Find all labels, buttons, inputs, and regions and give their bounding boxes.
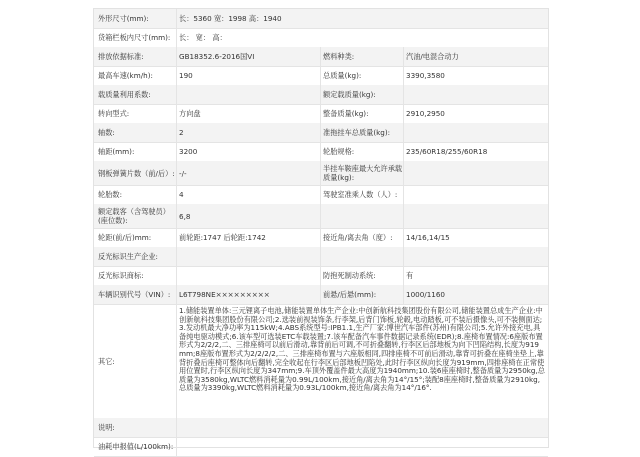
spec-label: 轮胎数: — [98, 190, 122, 199]
spec-notes-text: 1.储能装置单体:三元锂离子电池,储能装置单体生产企业:中创新航科技集团股份有限公司,储能装置总成生产企业:中创新航科技集团股份有限公司;2.选装前视装饰条,行李架,后背门饰板,轮毂,电动踏板,可不装后摄像头,可不装侧面达;3.发动机最大净功率为115kW;4.ABS系统型号:IPB1.1,生产厂家:博世汽车部件(苏州)有限公司;5.允许外接充电,具备纯电驱动模式;6.该车型可选装ETC车载装置;7.该车配备汽车事件数据记录系统(EDR);8.座椅布置情况:6座版布置形式为2/2/2,二、三排座椅可以前后滑动,靠背前后可调,不可折叠翻转,行李区后部地板为向下凹陷结构,长度为919mm;8座版布置形式为2/2/2/2,二、三排座椅布置与六座版相同,四排座椅不可前后滑动,靠背可折叠在座椅坐垫上,靠背折叠后座椅可整体向后翻转,完全收起在行李区后部地板凹陷处,此时行李区纵向长度为919mm,四排座椅在正常使用位置时,行李区纵向长度为347mm;9.车顶外覆盖件最大高度为1940mm;10.装6座座椅时,整备质量为2950kg,总质量为3580kg,WLTC燃料消耗量为0.99L/100km,接近角/离去角为14°/15°;装配8座座椅时,整备质量为2910kg,总质量为3390kg,WLTC燃料消耗量为0.93L/100km,接近角/离去角为14°/16°. — [179, 306, 545, 393]
spec-label: 反光标识商标: — [98, 271, 144, 280]
spec-value: 14/16,14/15 — [406, 233, 450, 242]
spec-label: 总质量(kg): — [323, 71, 362, 80]
spec-label: 额定载客（含驾驶员）(座位数): — [98, 207, 170, 225]
spec-value: 2910,2950 — [406, 109, 445, 118]
spec-value: 190 — [179, 71, 193, 80]
spec-value: 方向盘 — [179, 109, 201, 118]
spec-row — [94, 104, 548, 124]
spec-value — [406, 204, 546, 228]
spec-row — [94, 418, 548, 438]
spec-value — [406, 85, 546, 104]
spec-value: 4 — [179, 190, 184, 199]
spec-label: 额定载质量(kg): — [323, 90, 376, 99]
spec-value: 前轮距:1747 后轮距:1742 — [179, 233, 266, 242]
spec-value: 汽油/电混合动力 — [406, 52, 459, 61]
spec-label: 外形尺寸(mm): — [98, 14, 149, 23]
spec-value — [406, 161, 546, 185]
spec-row — [94, 185, 548, 205]
spec-value: -/- — [179, 168, 187, 178]
spec-label: 载质量利用系数: — [98, 90, 151, 99]
spec-value: 长：5360 宽：1998 高：1940 — [179, 14, 282, 23]
spec-value — [179, 266, 319, 285]
spec-value: 1000/1160 — [406, 290, 446, 299]
spec-value — [406, 185, 546, 204]
spec-row — [94, 66, 548, 86]
spec-label: 货箱栏板内尺寸(mm): — [98, 33, 171, 42]
spec-value: GB18352.6-2016国VI — [179, 52, 255, 61]
spec-label: 说明: — [98, 423, 115, 432]
spec-label: 车辆识别代号（VIN）: — [98, 290, 171, 299]
spec-label: 油耗申报值(L/100km): — [98, 442, 174, 451]
spec-label: 接近角/离去角（度）: — [323, 233, 393, 242]
spec-label: 轴距(mm): — [98, 147, 135, 156]
spec-row — [94, 285, 548, 305]
spec-label: 轮距(前/后)mm: — [98, 233, 152, 242]
spec-row — [94, 266, 548, 286]
spec-row — [94, 123, 548, 143]
spec-value: 6,8 — [179, 211, 191, 221]
spec-row — [94, 247, 548, 267]
spec-value — [179, 85, 319, 104]
spec-label: 钢板弹簧片数（前/后）: — [98, 168, 175, 178]
spec-label: 燃料种类: — [323, 52, 355, 61]
spec-row — [94, 47, 548, 67]
spec-row — [94, 204, 548, 229]
spec-value — [179, 437, 539, 456]
spec-label: 最高车速(km/h): — [98, 71, 153, 80]
spec-value: 3390,3580 — [406, 71, 445, 80]
spec-value — [406, 247, 546, 266]
spec-row — [94, 28, 548, 48]
spec-value — [179, 418, 539, 437]
spec-label — [323, 204, 403, 228]
spec-row — [94, 85, 548, 105]
spec-value — [179, 247, 319, 266]
spec-value: L6T798NE××××××××× — [179, 290, 270, 299]
spec-row — [94, 228, 548, 248]
spec-label — [323, 247, 403, 266]
spec-row — [94, 161, 548, 186]
spec-row — [94, 142, 548, 162]
vehicle-spec-table — [93, 8, 549, 451]
spec-label: 前悬/后悬(mm): — [323, 290, 377, 299]
spec-row — [94, 437, 548, 457]
spec-label: 准拖挂车总质量(kg): — [323, 128, 391, 137]
spec-label: 其它: — [98, 356, 115, 366]
spec-label: 排放依据标准: — [98, 52, 144, 61]
spec-row — [94, 9, 548, 29]
spec-value: 有 — [406, 271, 414, 280]
spec-label: 反光标识生产企业: — [98, 252, 158, 261]
spec-label: 轴数: — [98, 128, 115, 137]
spec-value: 235/60R18/255/60R18 — [406, 147, 488, 156]
spec-value: 3200 — [179, 147, 198, 156]
spec-row — [94, 304, 548, 419]
spec-value — [406, 123, 546, 142]
spec-label: 驾驶室准乘人数（人）: — [323, 190, 398, 199]
spec-label: 半挂车鞍座最大允许承载质量(kg): — [323, 164, 403, 182]
spec-label: 防抱死制动系统: — [323, 271, 376, 280]
spec-label: 整备质量(kg): — [323, 109, 369, 118]
spec-value: 长： 宽： 高： — [179, 33, 227, 42]
spec-value: 2 — [179, 128, 184, 137]
spec-label: 转向型式: — [98, 109, 130, 118]
spec-label: 轮胎规格: — [323, 147, 355, 156]
